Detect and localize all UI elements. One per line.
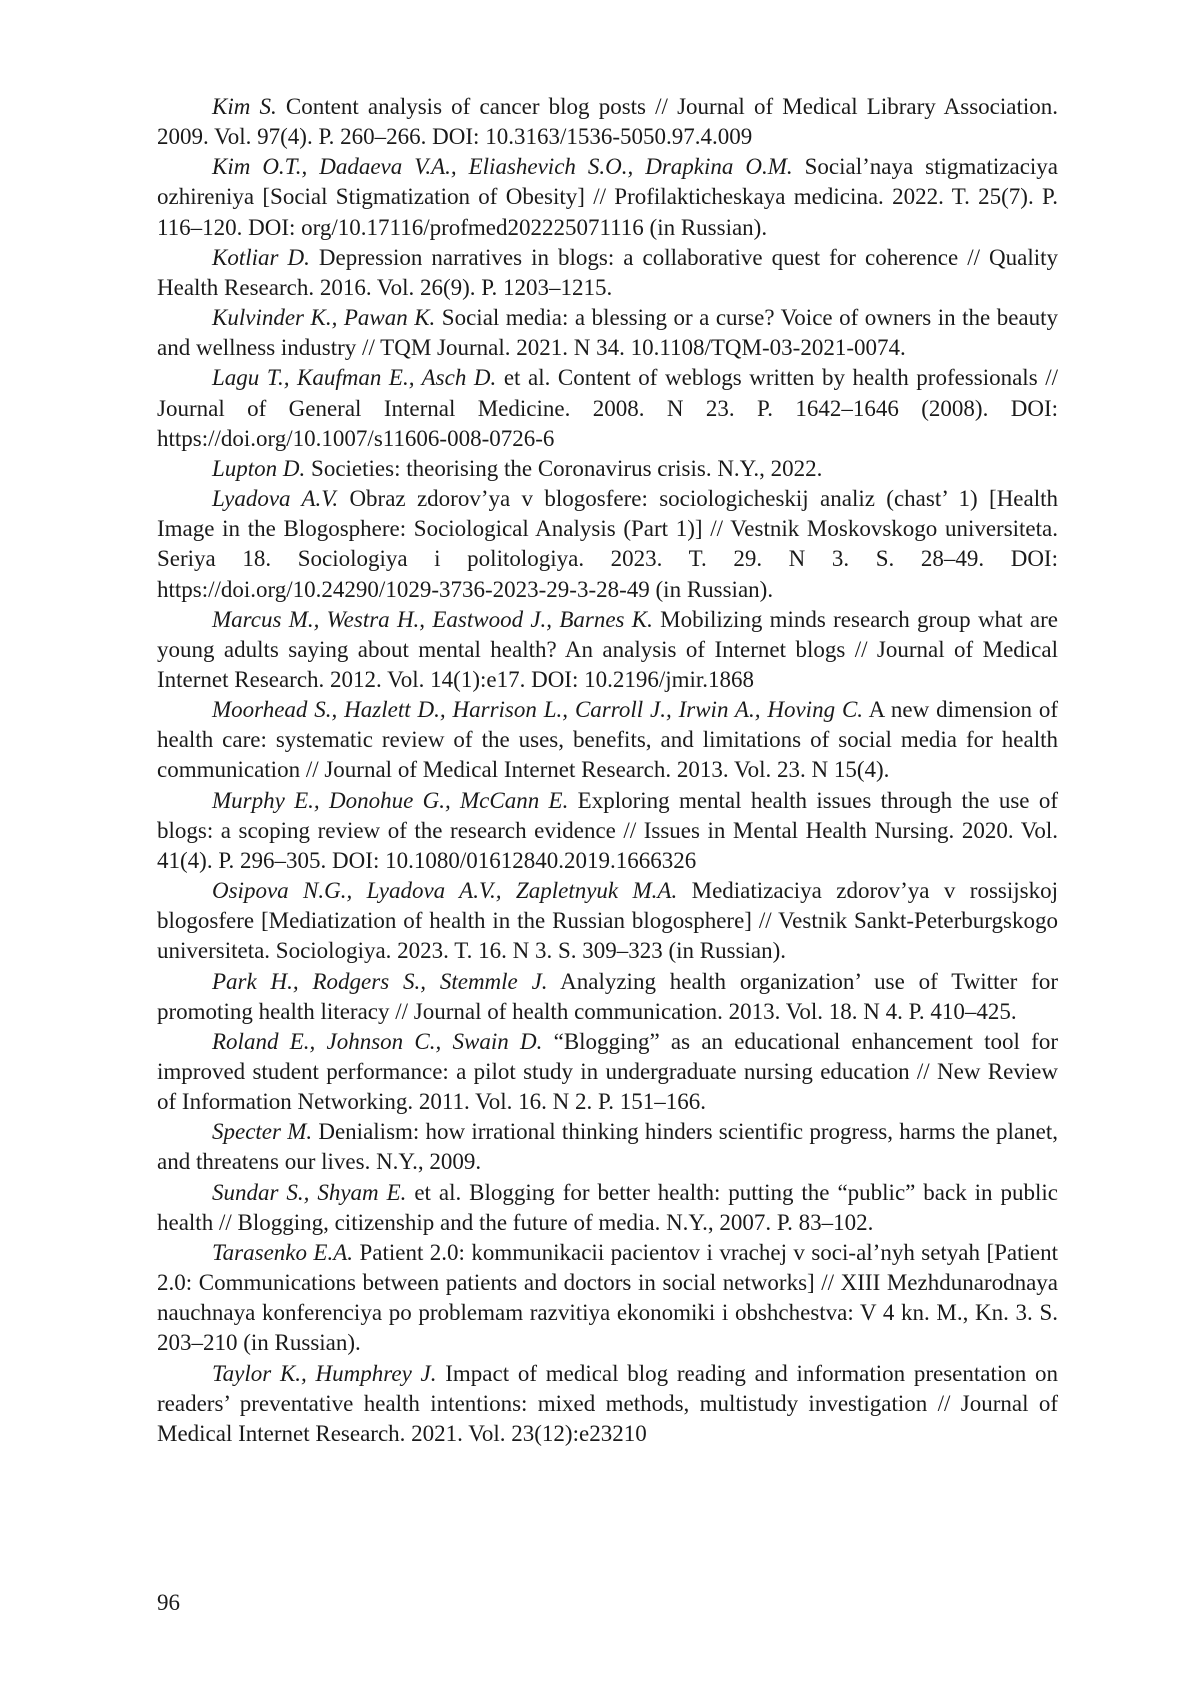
reference-entry (157, 1117, 1058, 1177)
reference-entry (157, 303, 1058, 363)
reference-entry (157, 1359, 1058, 1449)
reference-text: et al. Content of weblogs written by health profes­sionals // Journal of General Internal Medicine. 2008. N 23. P. 1642–1646 (2008). DOI: https://doi.org/10.1007/s11606-008-0726-6 (157, 365, 1058, 450)
reference-entry (157, 1238, 1058, 1359)
reference-authors: Lagu T., Kaufman E., Asch D. (212, 365, 496, 390)
reference-entry (157, 1027, 1058, 1117)
reference-authors: Kim S. (212, 94, 277, 119)
reference-entry (157, 454, 1058, 484)
reference-entry (157, 243, 1058, 303)
reference-entry (157, 695, 1058, 785)
reference-entry (157, 92, 1058, 152)
reference-list (157, 92, 1058, 1449)
reference-text: et al. Blogging for better health: putting the “public” back in public health // Blogging, citizenship and the future of media. N.Y., 2007. P. 83–102. (157, 1180, 1058, 1235)
reference-authors: Roland E., Johnson C., Swain D. (212, 1029, 542, 1054)
reference-text: Social media: a blessing or a curse? Voice of owners in the beauty and wellness industry // TQM Journal. 2021. N 34. 10.1108/TQM-03-2021-0074. (157, 305, 1058, 360)
reference-entry (157, 1178, 1058, 1238)
reference-authors: Moorhead S., Hazlett D., Harrison L., Carroll J., Irwin A., Hoving C. (212, 697, 863, 722)
reference-authors: Marcus M., Westra H., Eastwood J., Barnes K. (212, 607, 653, 632)
reference-text: A new di­mension of health care: systematic review of the uses, benefits, and limitations of social media for health communication // Journal of Medical Internet Research. 2013. Vol. 23. N 15(4). (157, 697, 1058, 782)
reference-authors: Sundar S., Shyam E. (212, 1180, 406, 1205)
document-page (0, 0, 1200, 1703)
reference-text: Depression narratives in blogs: a collaborative quest for coherence // Quality Health Research. 2016. Vol. 26(9). P. 1203–1215. (157, 245, 1058, 300)
reference-authors: Osipova N.G., Lyadova A.V., Zapletnyuk M.A. (212, 878, 677, 903)
reference-authors: Kotliar D. (212, 245, 310, 270)
reference-authors: Kim O.T., Dadaeva V.A., Eliashevich S.O., Drapkina O.M. (212, 154, 793, 179)
reference-text: Impact of medical blog reading and information pre­sentation on readers’ preventative health intentions: mixed methods, multistudy investigation // Journal of Medical Internet Research. 2021. Vol. 23(12):e23210 (157, 1361, 1058, 1446)
reference-entry (157, 363, 1058, 453)
reference-text: Societies: theorising the Coronavirus crisis. N.Y., 2022. (305, 456, 822, 481)
reference-entry (157, 152, 1058, 242)
reference-entry (157, 967, 1058, 1027)
reference-text: Content analysis of cancer blog posts // Journal of Medical Library As­sociation. 2009. Vol. 97(4). P. 260–266. DOI: 10.3163/1536-5050.97.4.009 (157, 94, 1058, 149)
reference-text: Obraz zdorov’ya v blogosfere: sociologicheskij analiz (chast’ 1) [Health Image in the Blogosphere: Sociological Analysis (Part 1)] // Vestnik Mos­kovskogo universiteta. Seriya 18. Sociologiya i politologiya. 2023. T. 29. N 3. S. 28–49. DOI: https://doi.org/10.24290/1029-3736-2023-29-3-28-49 (in Russian). (157, 486, 1058, 601)
reference-authors: Park H., Rodgers S., Stemmle J. (212, 969, 548, 994)
reference-entry (157, 484, 1058, 605)
reference-entry (157, 876, 1058, 966)
reference-authors: Lupton D. (212, 456, 305, 481)
reference-authors: Kulvinder K., Pawan K. (212, 305, 435, 330)
reference-text: Mobilizing minds research group what are young adults saying about mental health? An analysis of Internet blogs // Journal of Medical Internet Research. 2012. Vol. 14(1):e17. DOI: 10.2196/jmir.1868 (157, 607, 1058, 692)
reference-text: Denialism: how irrational thinking hinders scientific progress, harms the planet, and threatens our lives. N.Y., 2009. (157, 1119, 1058, 1174)
reference-text: “Blogging” as an educational enhancement tool for improved student performance: a pilot study in undergraduate nursing education // New Review of Information Networking. 2011. Vol. 16. N 2. P. 151–166. (157, 1029, 1058, 1114)
reference-text: Patient 2.0: kommunikacii pacientov i vrachej v soci-al’nyh setyah [Patient 2.0: Communications between patients and doctors in social net­works] // XIII Mezhdunarodnaya nauchnaya konferenciya po problemam razvitiya ekonomiki i obshchestva: V 4 kn. M., Kn. 3. S. 203–210 (in Russian). (157, 1240, 1058, 1355)
reference-text: Analyzing health organization’ use of Twitter for promoting health literacy // Journal of health communication. 2013. Vol. 18. N 4. P. 410–425. (157, 969, 1058, 1024)
reference-authors: Specter M. (212, 1119, 312, 1144)
page-number: 96 (157, 1588, 180, 1618)
reference-text: Mediatizaciya zdorov’ya v rossijs­koj blogosfere [Mediatization of health in the Russian blogosphere] // Vestnik Sankt-Peterburgskogo universiteta. Sociologiya. 2023. T. 16. N 3. S. 309–323 (in Russian). (157, 878, 1058, 963)
reference-text: Exploring mental health issues through the use of blogs: a scoping review of the research evidence // Issues in Mental Health Nursing. 2020. Vol. 41(4). P. 296–305. DOI: 10.1080/01612840.2019.1666326 (157, 788, 1058, 873)
reference-authors: Murphy E., Donohue G., McCann E. (212, 788, 568, 813)
reference-text: Social’naya stigma­tizaciya ozhireniya [Social Stigmatization of Obesity] // Profilakticheskaya medicina. 2022. T. 25(7). P. 116–120. DOI: org/10.17116/profmed202225071116 (in Russian). (157, 154, 1058, 239)
reference-entry (157, 605, 1058, 695)
reference-authors: Tarasenko E.A. (212, 1240, 353, 1265)
reference-authors: Taylor K., Humphrey J. (212, 1361, 436, 1386)
reference-entry (157, 786, 1058, 876)
reference-authors: Lyadova A.V. (212, 486, 338, 511)
